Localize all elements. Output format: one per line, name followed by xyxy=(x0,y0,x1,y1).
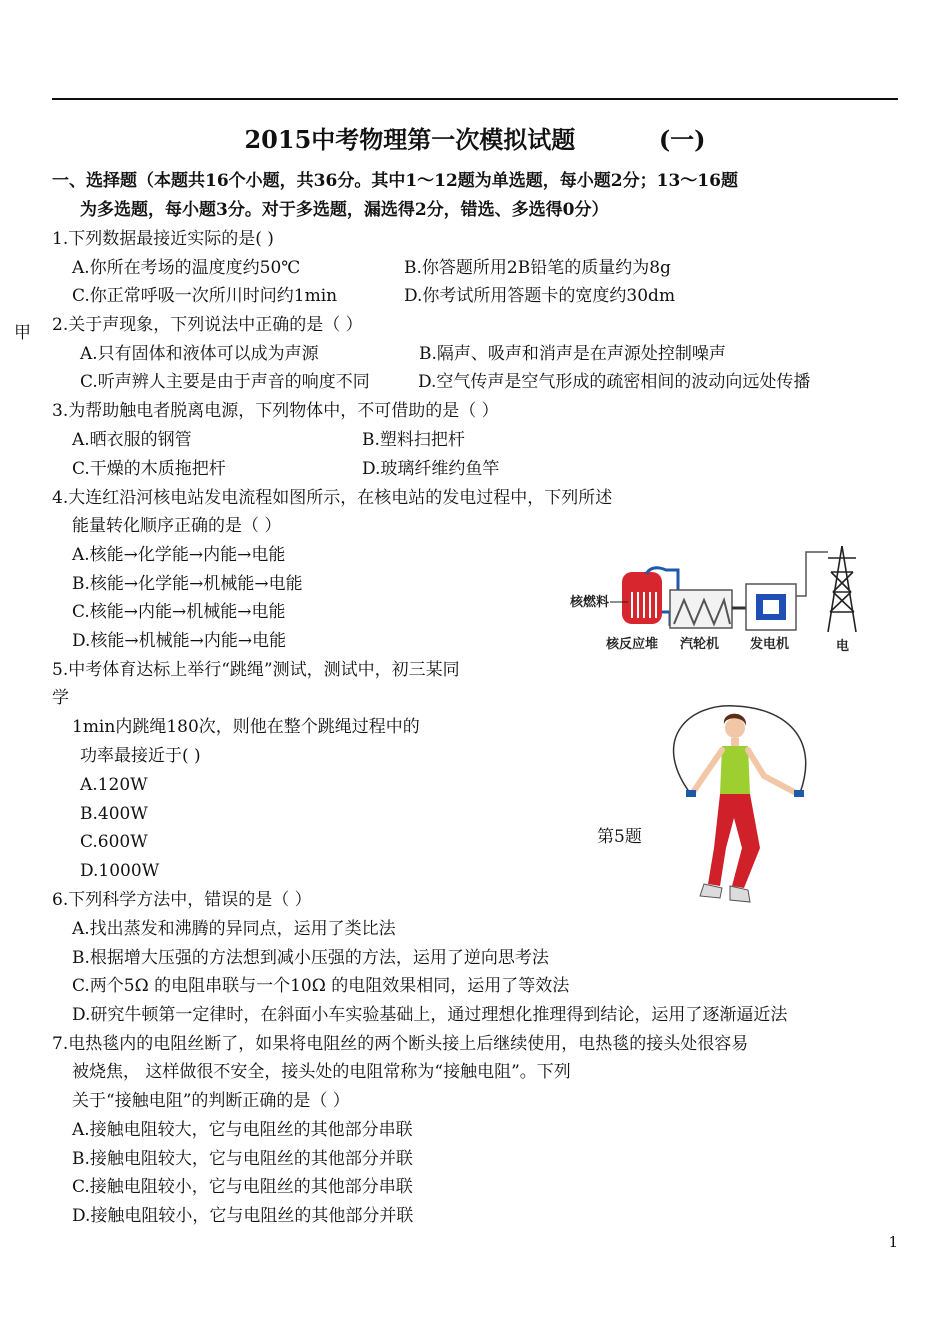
q2-option-c: C.听声辨人主要是由于声音的响度不同 xyxy=(80,372,370,392)
q4-stem-line2: 能量转化顺序正确的是（ ） xyxy=(72,516,282,536)
top-rule xyxy=(52,98,898,100)
q3-option-a: A.晒衣服的钢管 xyxy=(72,430,192,450)
label-generator: 发电机 xyxy=(750,637,790,652)
label-grid: 电 xyxy=(836,639,850,654)
q6-stem: 6.下列科学方法中，错误的是（ ） xyxy=(52,890,312,910)
q4-stem-line1: 4.大连红沿河核电站发电流程如图所示，在核电站的发电过程中，下列所述 xyxy=(52,488,613,508)
q7-option-d: D.接触电阻较小，它与电阻丝的其他部分并联 xyxy=(72,1206,414,1226)
q5-option-b: B.400W xyxy=(80,804,148,824)
label-reactor: 核反应堆 xyxy=(606,637,659,652)
q2-option-b: B.隔声、吸声和消声是在声源处控制噪声 xyxy=(419,344,726,364)
generator-window xyxy=(763,600,779,614)
q3-stem: 3.为帮助触电者脱离电源，下列物体中，不可借助的是（ ） xyxy=(52,401,499,421)
right-shoe xyxy=(730,886,750,902)
right-handle xyxy=(794,790,804,797)
q5-stem-line2: 1min内跳绳180次，则他在整个跳绳过程中的 xyxy=(72,717,420,737)
q2-stem: 2.关于声现象，下列说法中正确的是（ ） xyxy=(52,315,363,335)
section-heading-line2: 为多选题，每小题3分。对于多选题，漏选得2分，错选、多选得0分） xyxy=(80,200,609,220)
q1-option-c: C.你正常呼吸一次所川时问约1min xyxy=(72,286,338,306)
jump-rope-figure xyxy=(660,698,810,912)
left-handle xyxy=(686,790,696,797)
pylon-icon xyxy=(828,546,856,632)
q4-option-b: B.核能→化学能→机械能→电能 xyxy=(72,574,303,594)
pants xyxy=(708,794,760,888)
q7-option-b: B.接触电阻较大，它与电阻丝的其他部分并联 xyxy=(72,1149,413,1169)
q6-option-c: C.两个5Ω 的电阻串联与一个10Ω 的电阻效果相同，运用了等效法 xyxy=(72,976,570,996)
q4-option-a: A.核能→化学能→内能→电能 xyxy=(72,545,286,565)
q4-option-c: C.核能→内能→机械能→电能 xyxy=(72,602,286,622)
q5-stem-line3: 功率最接近于( ) xyxy=(80,746,201,766)
neck xyxy=(731,738,739,746)
q3-option-c: C.干燥的木质拖把杆 xyxy=(72,459,226,479)
q1-option-b: B.你答题所用2B铅笔的质量约为8g xyxy=(404,258,671,278)
side-mark: 甲 xyxy=(14,323,31,343)
q1-stem: 1.下列数据最接近实际的是( ) xyxy=(52,229,274,249)
q7-stem-line2: 被烧焦， 这样做很不安全，接头处的电阻常称为“接触电阻”。下列 xyxy=(72,1062,571,1082)
q3-option-d: D.玻璃纤维约鱼竿 xyxy=(362,459,500,479)
nuclear-plant-diagram xyxy=(566,542,870,654)
power-line xyxy=(796,552,828,596)
section-heading-line1: 一、选择题（本题共16个小题，共36分。其中1～12题为单选题，每小题2分；13～16题 xyxy=(52,171,738,191)
q1-option-d: D.你考试所用答题卡的宽度约30dm xyxy=(404,286,676,306)
q1-option-a: A.你所在考场的温度度约50℃ xyxy=(72,258,301,278)
q3-option-b: B.塑料扫把杆 xyxy=(362,430,465,450)
q5-option-a: A.120W xyxy=(80,775,148,795)
right-arm xyxy=(748,750,798,794)
q5-stem-line1b: 学 xyxy=(52,688,69,708)
q5-option-c: C.600W xyxy=(80,832,148,852)
left-arm xyxy=(692,750,722,794)
left-shoe xyxy=(700,884,722,898)
q7-stem-line1: 7.电热毯内的电阻丝断了，如果将电阻丝的两个断头接上后继续使用，电热毯的接头处很容易 xyxy=(52,1034,749,1054)
pipe-return xyxy=(662,612,670,626)
q5-option-d: D.1000W xyxy=(80,861,160,881)
label-turbine: 汽轮机 xyxy=(680,637,720,652)
q6-option-d: D.研究牛顿第一定律时，在斜面小车实验基础上，通过理想化推理得到结论，运用了逐渐逼近法 xyxy=(72,1005,788,1025)
q2-option-d: D.空气传声是空气形成的疏密相间的波动向远处传播 xyxy=(418,372,811,392)
q6-option-a: A.找出蒸发和沸腾的异同点，运用了类比法 xyxy=(72,919,396,939)
q7-stem-line3: 关于“接触电阻”的判断正确的是（ ） xyxy=(72,1091,350,1111)
head xyxy=(725,718,745,738)
q5-stem-line1: 5.中考体育达标上举行“跳绳”测试，测试中，初三某同 xyxy=(52,660,460,680)
label-fuel: 核燃料 xyxy=(570,595,610,610)
q4-option-d: D.核能→机械能→内能→电能 xyxy=(72,631,287,651)
page-title: 2015中考物理第一次模拟试题 (一) xyxy=(244,125,706,154)
q6-option-b: B.根据增大压强的方法想到减小压强的方法，运用了逆向思考法 xyxy=(72,948,549,968)
q7-option-a: A.接触电阻较大，它与电阻丝的其他部分串联 xyxy=(72,1120,413,1140)
q5-figure-caption: 第5题 xyxy=(597,827,642,847)
q7-option-c: C.接触电阻较小，它与电阻丝的其他部分串联 xyxy=(72,1177,413,1197)
page-number: 1 xyxy=(888,1233,898,1251)
shirt xyxy=(720,746,750,794)
q2-option-a: A.只有固体和液体可以成为声源 xyxy=(80,344,319,364)
